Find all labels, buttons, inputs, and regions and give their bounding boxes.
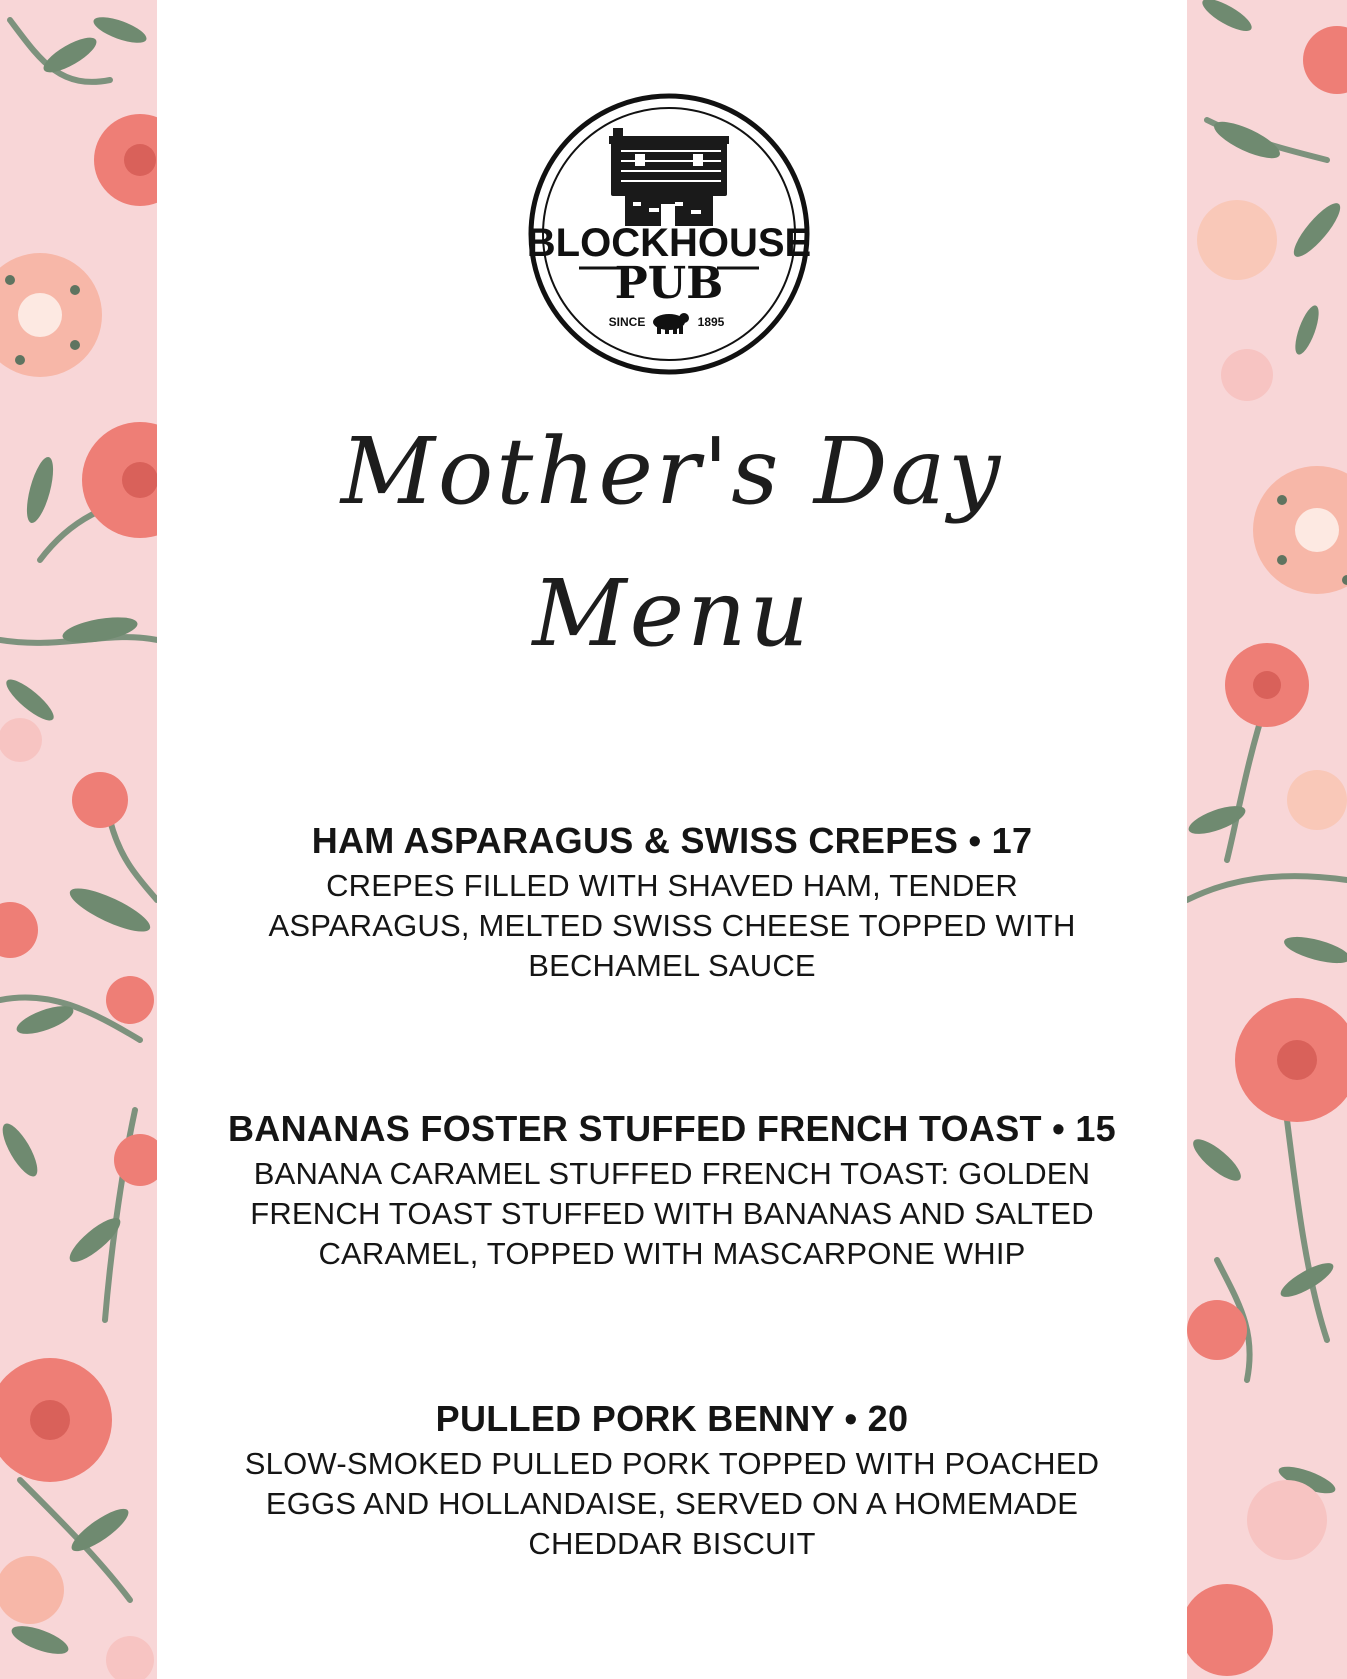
logo-year: 1895 bbox=[697, 315, 725, 329]
menu-item bbox=[157, 1398, 1187, 1564]
title-line-1: Mother's Day bbox=[340, 418, 1004, 525]
flowers bbox=[1187, 26, 1347, 1676]
menu-item bbox=[157, 820, 1187, 986]
menu-item bbox=[157, 1108, 1187, 1274]
left-floral-border bbox=[0, 0, 157, 1679]
menu-item-name: PULLED PORK BENNY • 20 bbox=[435, 1398, 909, 1439]
logo-text-blockhouse: BLOCKHOUSE bbox=[526, 221, 812, 265]
stems bbox=[1187, 120, 1347, 1380]
menu-item-name: BANANAS FOSTER STUFFED FRENCH TOAST • 15 bbox=[228, 1108, 1116, 1149]
blockhouse-pub-logo bbox=[525, 90, 813, 378]
right-floral-border bbox=[1187, 0, 1347, 1679]
logo-since-label: SINCE bbox=[608, 315, 646, 329]
blockhouse-building-icon bbox=[609, 128, 729, 226]
title-line-2: Menu bbox=[532, 560, 812, 667]
menu-item-description: CREPES FILLED WITH SHAVED HAM, TENDER ASPARAGUS, MELTED SWISS CHEESE TOPPED WITH BECHAMEL SAUCE bbox=[268, 868, 1076, 983]
logo-text-pub: PUB bbox=[614, 258, 724, 309]
floral-pattern-left bbox=[0, 0, 157, 1679]
menu-panel bbox=[157, 0, 1187, 1679]
menu-item-description: SLOW-SMOKED PULLED PORK TOPPED WITH POACHED EGGS AND HOLLANDAISE, SERVED ON A HOMEMADE CHEDDAR BISCUIT bbox=[244, 1446, 1100, 1561]
floral-pattern-right bbox=[1187, 0, 1347, 1679]
menu-item-name: HAM ASPARAGUS & SWISS CREPES • 17 bbox=[311, 820, 1033, 861]
menu-item-description: BANANA CARAMEL STUFFED FRENCH TOAST: GOLDEN FRENCH TOAST STUFFED WITH BANANAS AND SALTED CARAMEL, TOPPED WITH MASCARPONE WHIP bbox=[250, 1156, 1094, 1271]
